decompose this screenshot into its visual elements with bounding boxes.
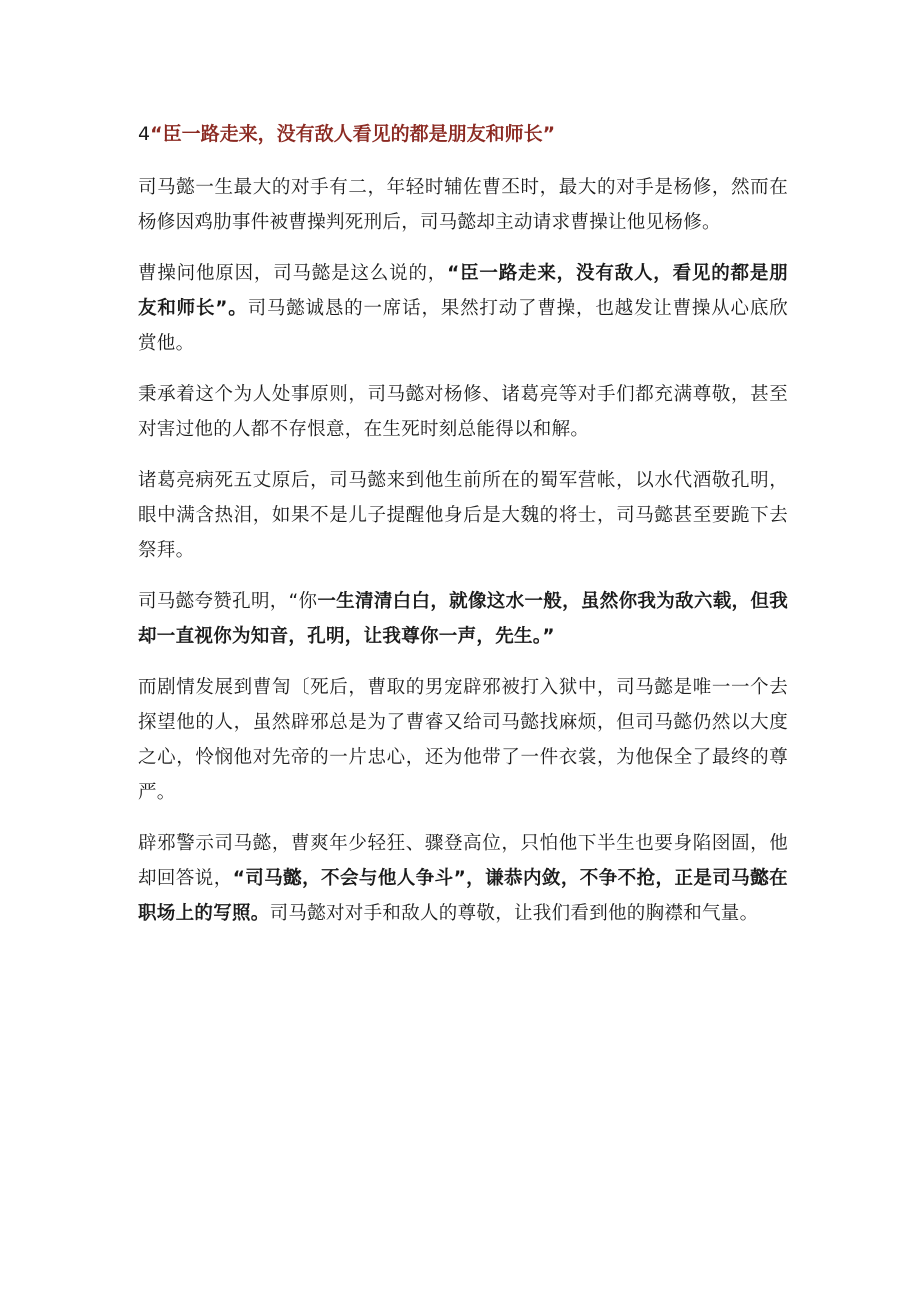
paragraph-text: 司马懿对对手和敌人的尊敬，让我们看到他的胸襟和气量。 [269, 903, 759, 924]
paragraph-text: 辟邪警示司马懿，曹爽年少轻狂、骤登高位，只怕他下半生也要身陷囹圄，他却回答说， [138, 833, 788, 889]
paragraph-text: 诸葛亮病死五丈原后，司马懿来到他生前所在的蜀军营帐，以水代酒敬孔明，眼中满含热泪，如果不是儿子提醒他身后是大魏的将士，司马懿甚至要跪下去祭拜。 [138, 470, 788, 561]
paragraph-text: 曹操问他原因，司马懿是这么说的， [138, 263, 448, 284]
paragraph [138, 826, 788, 931]
paragraph-text: 而剧情发展到曹訇〔死后，曹取的男宠辟邪被打入狱中，司马懿是唯一一个去探望他的人，虽然辟邪总是为了曹睿又给司马懿找麻烦，但司马懿仍然以大度之心，怜悯他对先帝的一片忠心，还为他带了一件衣裳，为他保全了最终的尊严。 [138, 677, 788, 803]
paragraph-text: 司马懿诚恳的一席话，果然打动了曹操，也越发让曹操从心底欣赏他。 [138, 298, 788, 354]
paragraph [138, 670, 788, 810]
section-number: 4 [138, 123, 151, 145]
paragraph-text: 秉承着这个为人处事原则，司马懿对杨修、诸葛亮等对手们都充满尊敬，甚至对害过他的人都不存恨意，在生死时刻总能得以和解。 [138, 384, 788, 440]
article-body [138, 120, 788, 947]
paragraph [138, 170, 788, 240]
paragraph [138, 584, 788, 654]
bold-quote: 一生清清白白，就像这水一般，虽然你我为敌六载，但我却一直视你为知音，孔明，让我尊你一声，先生。” [138, 591, 788, 647]
bold-quote: “司马懿，不会与他人争斗”，谦恭内敛，不争不抢，正是司马懿在职场上的写照。 [138, 868, 788, 924]
paragraph [138, 377, 788, 447]
paragraph-text: 司马懿一生最大的对手有二，年轻时辅佐曹丕时，最大的对手是杨修，然而在杨修因鸡肋事件被曹操判死刑后，司马懿却主动请求曹操让他见杨修。 [138, 177, 788, 233]
section-heading [138, 120, 788, 148]
paragraph [138, 463, 788, 568]
section-title: “臣一路走来，没有敌人看见的都是朋友和师长” [150, 123, 556, 145]
paragraph-text: 司马懿夸赞孔明，“你 [138, 591, 318, 612]
paragraph [138, 256, 788, 361]
bold-quote: “臣一路走来，没有敌人，看见的都是朋友和师长”。 [138, 263, 788, 319]
